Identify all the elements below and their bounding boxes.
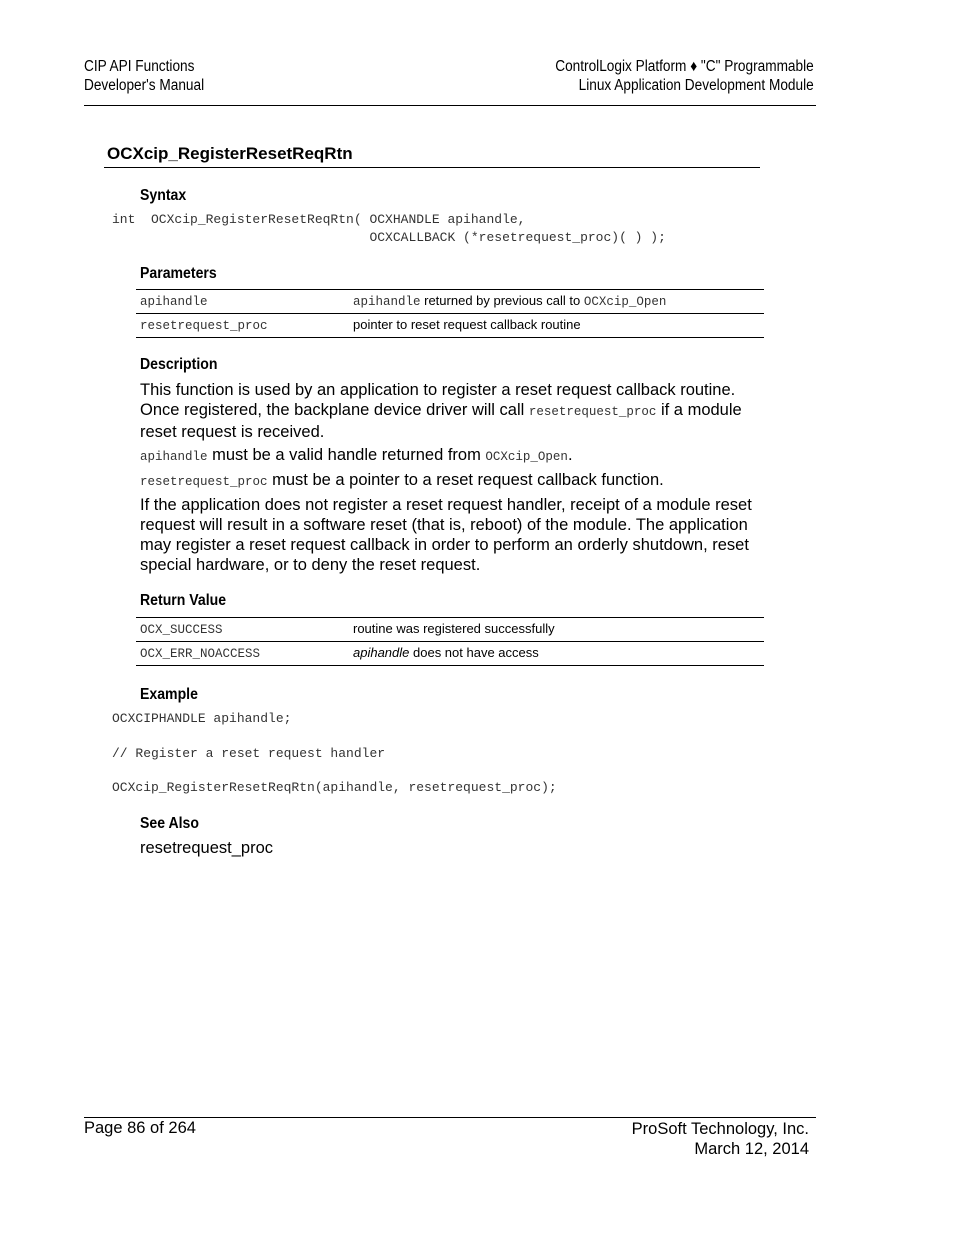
footer-right	[632, 1119, 809, 1159]
param-desc: pointer to reset request callback routine	[353, 317, 581, 332]
header-left	[84, 57, 221, 95]
return-desc: apihandle does not have access	[353, 645, 539, 660]
header-platform: ControlLogix Platform ♦ "C" Programmable	[555, 58, 814, 75]
param-name: apihandle	[140, 295, 208, 309]
example-code-line-1: OCXCIPHANDLE apihandle;	[112, 711, 292, 726]
header-right	[520, 57, 814, 95]
return-desc: routine was registered successfully	[353, 621, 555, 636]
param-desc: apihandle returned by previous call to OCXcip_Open	[353, 293, 667, 309]
example-code-line-2: // Register a reset request handler	[112, 746, 386, 761]
syntax-heading: Syntax	[140, 187, 187, 204]
header-doc-title: CIP API Functions	[84, 58, 195, 75]
description-heading: Description	[140, 356, 218, 373]
header-module: Linux Application Development Module	[578, 77, 814, 94]
table-row	[136, 642, 764, 666]
param-name: resetrequest_proc	[140, 319, 268, 333]
description-paragraph-1: This function is used by an application to register a reset request callback routine. Once registered, the backplane device driver will call resetrequest_proc if a module reset request is received.	[140, 381, 742, 441]
example-code-line-3: OCXcip_RegisterResetReqRtn(apihandle, resetrequest_proc);	[112, 780, 557, 795]
table-row	[136, 314, 764, 338]
parameters-table	[136, 289, 764, 338]
syntax-line-1: int OCXcip_RegisterResetReqRtn( OCXHANDLE apihandle,	[112, 212, 526, 227]
syntax-line-2: OCXCALLBACK (*resetrequest_proc)( ) );	[112, 230, 666, 245]
see-also-heading: See Also	[140, 815, 199, 832]
footer-date: March 12, 2014	[694, 1140, 809, 1158]
return-value-table	[136, 617, 764, 666]
syntax-code	[112, 211, 666, 247]
see-also-item: resetrequest_proc	[140, 839, 273, 857]
header-doc-subtitle: Developer's Manual	[84, 77, 205, 94]
page-number: Page 86 of 264	[84, 1119, 196, 1137]
return-code: OCX_SUCCESS	[140, 623, 223, 637]
header-divider	[84, 105, 816, 106]
footer-divider	[84, 1117, 816, 1118]
description-paragraph-4: If the application does not register a reset request handler, receipt of a module reset request will result in a software reset (that is, reboot) of the module. The application may register a reset request callback in order to perform an orderly shutdown, reset special hardware, or to deny the reset request.	[140, 496, 752, 574]
description-paragraph-2: apihandle must be a valid handle returned from OCXcip_Open.	[140, 446, 573, 464]
title-divider	[104, 167, 760, 168]
return-code: OCX_ERR_NOACCESS	[140, 647, 261, 661]
page-title: OCXcip_RegisterResetReqRtn	[107, 144, 353, 163]
footer-company: ProSoft Technology, Inc.	[631, 1120, 809, 1138]
example-heading: Example	[140, 686, 198, 703]
table-row	[136, 618, 764, 642]
description-paragraph-3: resetrequest_proc must be a pointer to a reset request callback function.	[140, 471, 664, 489]
table-row	[136, 290, 764, 314]
return-value-heading: Return Value	[140, 592, 227, 609]
parameters-heading: Parameters	[140, 265, 217, 282]
